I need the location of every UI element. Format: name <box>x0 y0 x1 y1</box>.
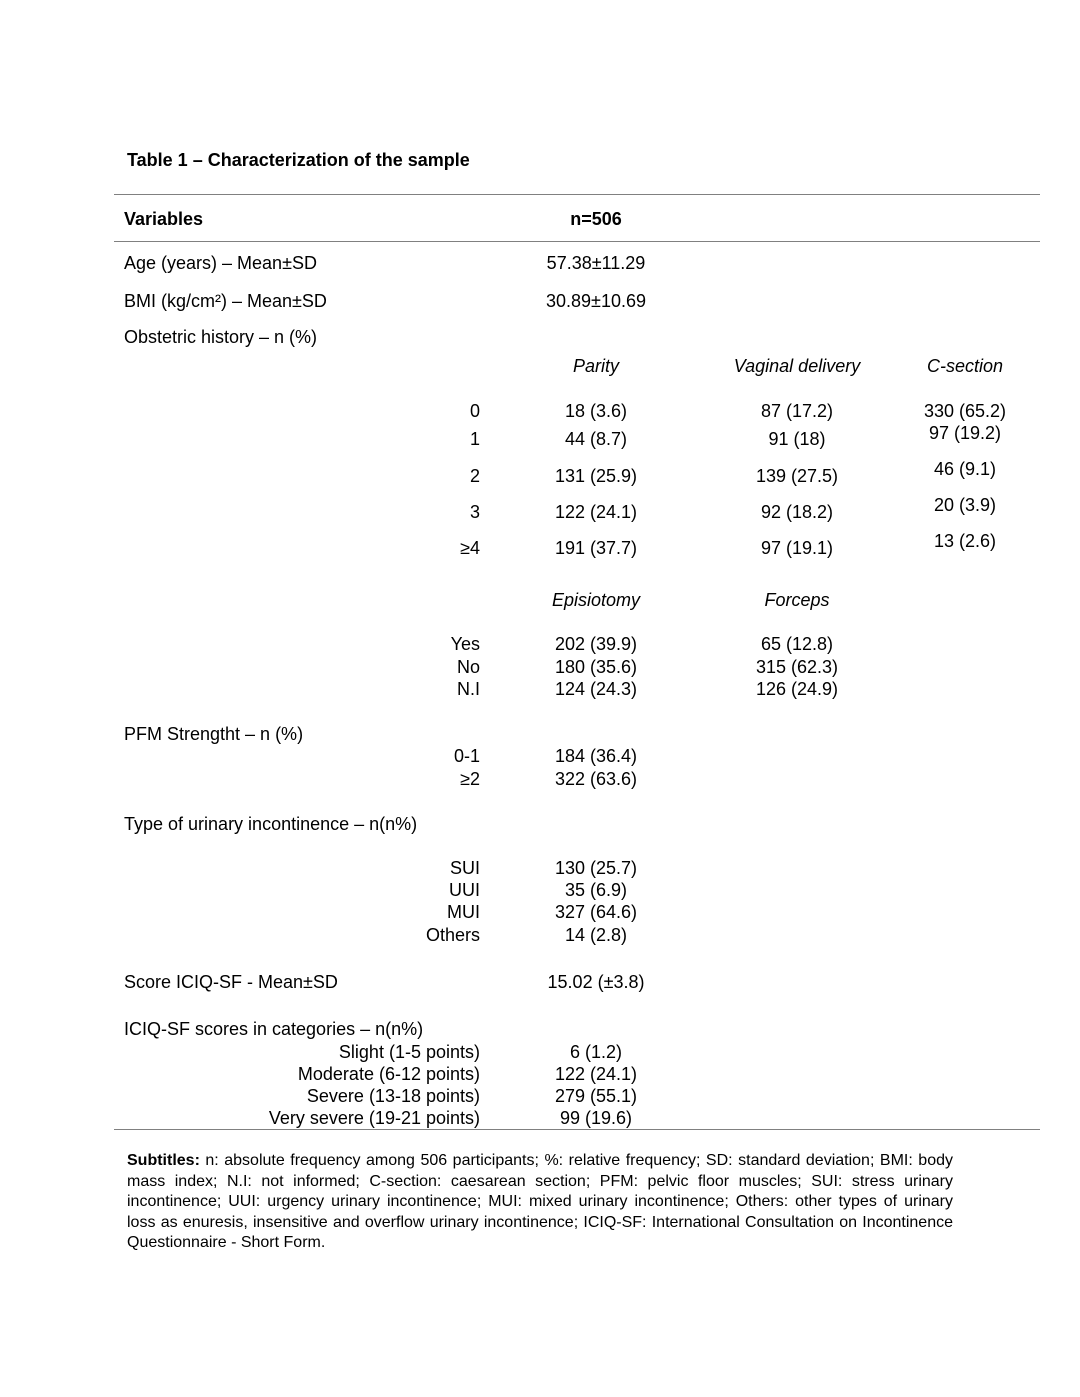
vaginal-value: 92 (18.2) <box>760 502 834 522</box>
parity-value: 44 (8.7) <box>564 429 628 449</box>
ui-type-value: 35 (6.9) <box>564 880 628 900</box>
vaginal-value: 87 (17.2) <box>760 401 834 421</box>
col-c-section: C-section <box>926 356 1004 376</box>
pfm-key: 0-1 <box>453 746 480 766</box>
iciq-categories-label: ICIQ-SF scores in categories – n(n%) <box>124 1019 424 1039</box>
parity-value: 191 (37.7) <box>554 538 638 558</box>
iciq-score-value: 15.02 (±3.8) <box>547 972 645 992</box>
episiotomy-value: 124 (24.3) <box>554 679 638 699</box>
episiotomy-key: N.I <box>456 679 480 699</box>
table-bottom-rule <box>114 1129 1040 1130</box>
episiotomy-value: 202 (39.9) <box>554 634 638 654</box>
table-footnote <box>127 1151 953 1254</box>
episiotomy-value: 180 (35.6) <box>554 657 638 677</box>
parity-key: 0 <box>469 401 480 421</box>
forceps-value: 315 (62.3) <box>755 657 839 677</box>
parity-value: 131 (25.9) <box>554 466 638 486</box>
pfm-value: 322 (63.6) <box>554 769 638 789</box>
ui-type-value: 130 (25.7) <box>554 858 638 878</box>
header-rule <box>114 241 1040 242</box>
forceps-value: 126 (24.9) <box>755 679 839 699</box>
ui-type-key: UUI <box>449 880 480 900</box>
parity-value: 122 (24.1) <box>554 502 638 522</box>
episiotomy-key: Yes <box>450 634 480 654</box>
bmi-value: 30.89±10.69 <box>546 291 646 311</box>
vaginal-value: 97 (19.1) <box>760 538 834 558</box>
csection-value: 20 (3.9) <box>933 495 997 515</box>
iciq-category-key: Slight (1-5 points) <box>338 1042 480 1062</box>
iciq-category-key: Severe (13-18 points) <box>306 1086 480 1106</box>
ui-type-key: SUI <box>449 858 480 878</box>
table-top-rule <box>114 194 1040 195</box>
iciq-category-value: 6 (1.2) <box>569 1042 623 1062</box>
parity-value: 18 (3.6) <box>564 401 628 421</box>
pfm-key: ≥2 <box>460 769 480 789</box>
col-episiotomy: Episiotomy <box>551 590 641 610</box>
parity-key: ≥4 <box>460 538 480 558</box>
episiotomy-key: No <box>456 657 480 677</box>
iciq-category-value: 279 (55.1) <box>554 1086 638 1106</box>
ui-type-key: MUI <box>447 902 480 922</box>
parity-key: 3 <box>469 502 480 522</box>
table-title: Table 1 – Characterization of the sample <box>127 150 470 170</box>
ui-type-label: Type of urinary incontinence – n(n%) <box>124 814 418 834</box>
footnote-text: n: absolute frequency among 506 participants; %: relative frequency; SD: standard deviation; BMI: body mass index; N.I: not informed; C-section: caesarean section; PFM: pelvic floor muscles; SUI: stress urinary incontinence; UUI: urgency urinary incontinence; MUI: mixed urinary incontinence; Others: other types of urinary loss as enuresis, insensitive and overflow urinary incontinence; ICIQ-SF: International Consultation on Incontinence Questionnaire - Short Form. <box>127 1152 953 1251</box>
csection-value: 97 (19.2) <box>928 423 1002 443</box>
ui-type-key: Others <box>425 925 480 945</box>
pfm-label: PFM Strengtht – n (%) <box>124 724 304 744</box>
ui-type-value: 14 (2.8) <box>564 925 628 945</box>
iciq-category-key: Very severe (19-21 points) <box>268 1108 480 1128</box>
parity-key: 2 <box>469 466 480 486</box>
header-n: n=506 <box>570 209 622 229</box>
csection-value: 330 (65.2) <box>923 401 1007 421</box>
ui-type-value: 327 (64.6) <box>554 902 638 922</box>
col-forceps: Forceps <box>764 590 830 610</box>
iciq-score-label: Score ICIQ-SF - Mean±SD <box>124 972 338 992</box>
vaginal-value: 139 (27.5) <box>755 466 839 486</box>
iciq-category-key: Moderate (6-12 points) <box>297 1064 480 1084</box>
bmi-label: BMI (kg/cm²) – Mean±SD <box>124 291 327 311</box>
vaginal-value: 91 (18) <box>768 429 826 449</box>
iciq-category-value: 99 (19.6) <box>559 1108 633 1128</box>
footnote-heading: Subtitles: <box>127 1152 200 1169</box>
csection-value: 13 (2.6) <box>933 531 997 551</box>
col-parity: Parity <box>572 356 620 376</box>
iciq-category-value: 122 (24.1) <box>554 1064 638 1084</box>
parity-key: 1 <box>469 429 480 449</box>
csection-value: 46 (9.1) <box>933 459 997 479</box>
header-variables: Variables <box>124 209 204 229</box>
pfm-value: 184 (36.4) <box>554 746 638 766</box>
age-label: Age (years) – Mean±SD <box>124 253 317 273</box>
col-vaginal-delivery: Vaginal delivery <box>733 356 861 376</box>
obstetric-label: Obstetric history – n (%) <box>124 327 318 347</box>
age-value: 57.38±11.29 <box>546 253 646 273</box>
forceps-value: 65 (12.8) <box>760 634 834 654</box>
